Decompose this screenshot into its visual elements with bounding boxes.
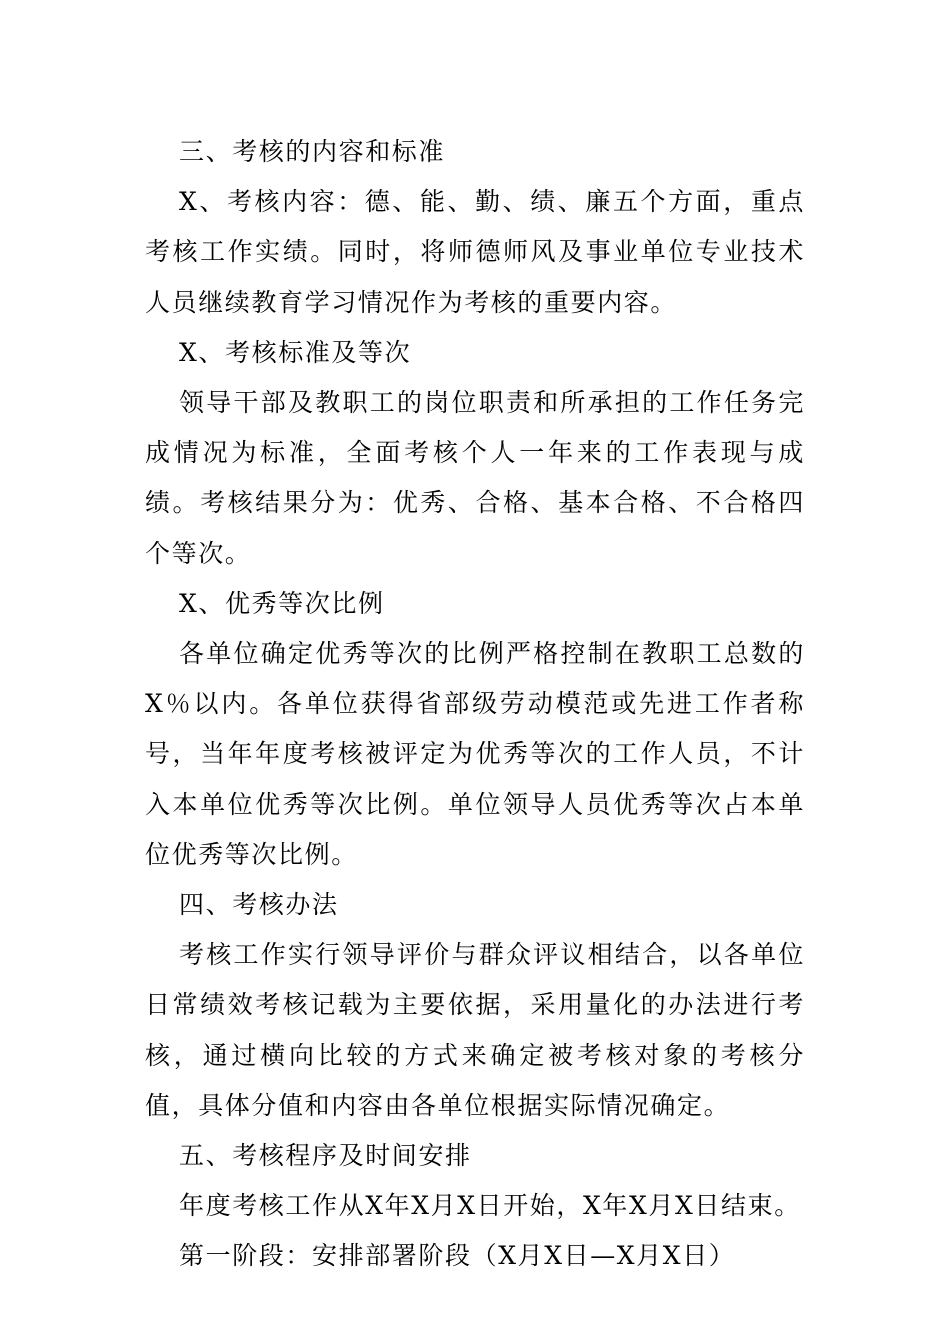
section-heading-3: 三、考核的内容和标准 bbox=[179, 137, 446, 166]
paragraph-excellent-ratio: 各单位确定优秀等次的比例严格控制在教职工总数的X％以内。各单位获得省部级劳动模范或先进工作者称号，当年年度考核被评定为优秀等次的工作人员，不计入本单位优秀等次比例。单位领导人员优秀等次占本单位优秀等次比例。 bbox=[145, 639, 805, 869]
paragraph-schedule: 年度考核工作从X年X月X日开始，X年X月X日结束。 bbox=[179, 1191, 801, 1221]
subheading-standards: X、考核标准及等次 bbox=[179, 337, 412, 367]
document-body bbox=[145, 127, 805, 1282]
paragraph-phase-1: 第一阶段：安排部署阶段（X月X日—X月X日） bbox=[179, 1241, 736, 1271]
subheading-excellent-ratio: X、优秀等次比例 bbox=[179, 588, 385, 618]
section-heading-5: 五、考核程序及时间安排 bbox=[179, 1141, 472, 1171]
section-heading-4: 四、考核办法 bbox=[179, 890, 339, 920]
paragraph-content: X、考核内容：德、能、勤、绩、廉五个方面，重点考核工作实绩。同时，将师德师风及事业单位专业技术人员继续教育学习情况作为考核的重要内容。 bbox=[145, 187, 805, 317]
paragraph-standards: 领导干部及教职工的岗位职责和所承担的工作任务完成情况为标准，全面考核个人一年来的工作表现与成绩。考核结果分为：优秀、合格、基本合格、不合格四个等次。 bbox=[145, 388, 805, 568]
paragraph-method: 考核工作实行领导评价与群众评议相结合，以各单位日常绩效考核记载为主要依据，采用量化的办法进行考核，通过横向比较的方式来确定被考核对象的考核分值，具体分值和内容由各单位根据实际情况确定。 bbox=[145, 940, 805, 1120]
